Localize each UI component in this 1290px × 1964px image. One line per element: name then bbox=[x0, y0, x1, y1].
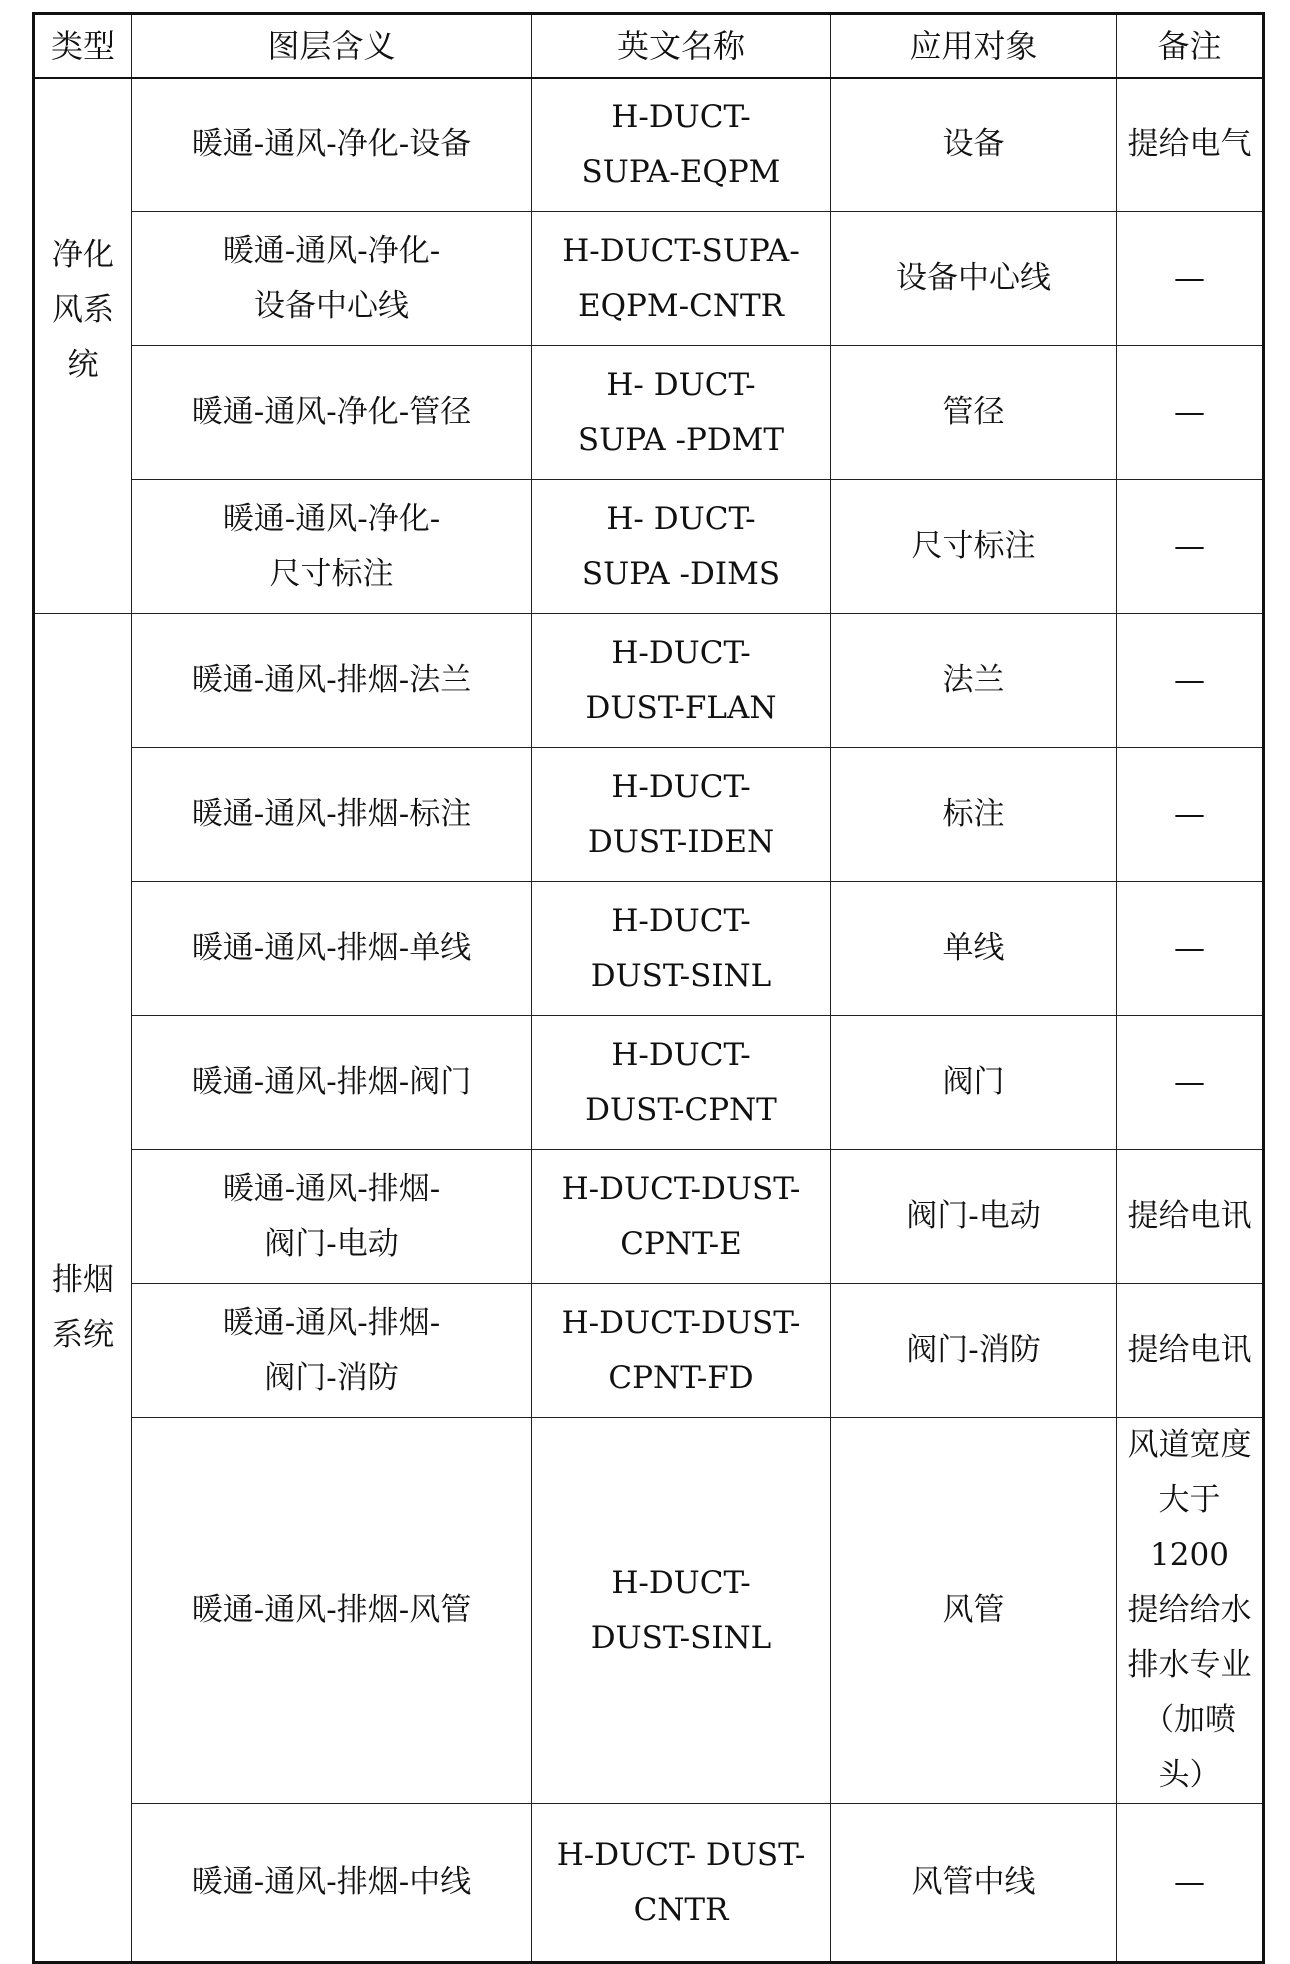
cell-meaning: 暖通-通风-排烟- 阀门-消防 bbox=[132, 1284, 532, 1418]
table-row bbox=[34, 346, 1264, 480]
cell-note: — bbox=[1117, 346, 1264, 480]
cell-note: — bbox=[1117, 1016, 1264, 1150]
table-row bbox=[34, 614, 1264, 748]
table-row bbox=[34, 1804, 1264, 1963]
cell-english: H-DUCT-DUST- CPNT-E bbox=[532, 1150, 831, 1284]
cell-note: — bbox=[1117, 748, 1264, 882]
cell-note: 提给电讯 bbox=[1117, 1284, 1264, 1418]
cell-application: 设备中心线 bbox=[831, 212, 1117, 346]
cell-note: — bbox=[1117, 614, 1264, 748]
header-meaning: 图层含义 bbox=[132, 14, 532, 78]
cell-english: H-DUCT-SUPA- EQPM-CNTR bbox=[532, 212, 831, 346]
table-row bbox=[34, 1418, 1264, 1804]
cell-english: H-DUCT- DUST- CNTR bbox=[532, 1804, 831, 1963]
cell-english: H-DUCT- DUST-IDEN bbox=[532, 748, 831, 882]
table-row bbox=[34, 882, 1264, 1016]
group-label-purification: 净化风系统 bbox=[52, 237, 114, 384]
cell-meaning: 暖通-通风-排烟-标注 bbox=[132, 748, 532, 882]
cell-note: — bbox=[1117, 212, 1264, 346]
cell-english: H-DUCT- DUST-SINL bbox=[532, 1418, 831, 1804]
table-body bbox=[34, 78, 1264, 1963]
cell-english: H-DUCT- SUPA-EQPM bbox=[532, 78, 831, 212]
cell-english: H-DUCT- DUST-FLAN bbox=[532, 614, 831, 748]
cell-application: 标注 bbox=[831, 748, 1117, 882]
cell-meaning: 暖通-通风-排烟-中线 bbox=[132, 1804, 532, 1963]
cell-meaning: 暖通-通风-排烟-阀门 bbox=[132, 1016, 532, 1150]
cell-application: 设备 bbox=[831, 78, 1117, 212]
cell-meaning: 暖通-通风-净化-设备 bbox=[132, 78, 532, 212]
group-cell-purification bbox=[34, 78, 132, 614]
cell-english: H-DUCT- DUST-SINL bbox=[532, 882, 831, 1016]
cell-note: — bbox=[1117, 480, 1264, 614]
table-row bbox=[34, 1150, 1264, 1284]
table-row bbox=[34, 480, 1264, 614]
cell-note: 提给电气 bbox=[1117, 78, 1264, 212]
header-application: 应用对象 bbox=[831, 14, 1117, 78]
group-cell-smoke-exhaust bbox=[34, 614, 132, 1963]
table-row bbox=[34, 1284, 1264, 1418]
table-row bbox=[34, 748, 1264, 882]
cell-application: 风管 bbox=[831, 1418, 1117, 1804]
cell-application: 法兰 bbox=[831, 614, 1117, 748]
group-label-smoke-exhaust: 排烟系统 bbox=[52, 1261, 114, 1353]
cell-application: 阀门 bbox=[831, 1016, 1117, 1150]
header-type: 类型 bbox=[34, 14, 132, 78]
header-note: 备注 bbox=[1117, 14, 1264, 78]
layer-table bbox=[32, 12, 1265, 1964]
header-english: 英文名称 bbox=[532, 14, 831, 78]
cell-english: H- DUCT- SUPA -PDMT bbox=[532, 346, 831, 480]
cell-meaning: 暖通-通风-净化- 尺寸标注 bbox=[132, 480, 532, 614]
cell-meaning: 暖通-通风-排烟- 阀门-电动 bbox=[132, 1150, 532, 1284]
cell-application: 阀门-消防 bbox=[831, 1284, 1117, 1418]
table-row bbox=[34, 212, 1264, 346]
cell-english: H-DUCT-DUST- CPNT-FD bbox=[532, 1284, 831, 1418]
cell-meaning: 暖通-通风-排烟-法兰 bbox=[132, 614, 532, 748]
cell-application: 风管中线 bbox=[831, 1804, 1117, 1963]
cell-application: 尺寸标注 bbox=[831, 480, 1117, 614]
table-header bbox=[34, 14, 1264, 78]
cell-note: 提给电讯 bbox=[1117, 1150, 1264, 1284]
table-row bbox=[34, 1016, 1264, 1150]
cell-note: — bbox=[1117, 1804, 1264, 1963]
header-row bbox=[34, 14, 1264, 78]
table-row bbox=[34, 78, 1264, 212]
cell-meaning: 暖通-通风-排烟-单线 bbox=[132, 882, 532, 1016]
cell-english: H- DUCT- SUPA -DIMS bbox=[532, 480, 831, 614]
cell-note: 风道宽度 大于 1200 提给给水 排水专业 （加喷头） bbox=[1117, 1418, 1264, 1804]
cell-meaning: 暖通-通风-排烟-风管 bbox=[132, 1418, 532, 1804]
cell-application: 单线 bbox=[831, 882, 1117, 1016]
cell-meaning: 暖通-通风-净化-管径 bbox=[132, 346, 532, 480]
cell-application: 阀门-电动 bbox=[831, 1150, 1117, 1284]
cell-meaning: 暖通-通风-净化- 设备中心线 bbox=[132, 212, 532, 346]
cell-english: H-DUCT- DUST-CPNT bbox=[532, 1016, 831, 1150]
cell-application: 管径 bbox=[831, 346, 1117, 480]
cell-note: — bbox=[1117, 882, 1264, 1016]
